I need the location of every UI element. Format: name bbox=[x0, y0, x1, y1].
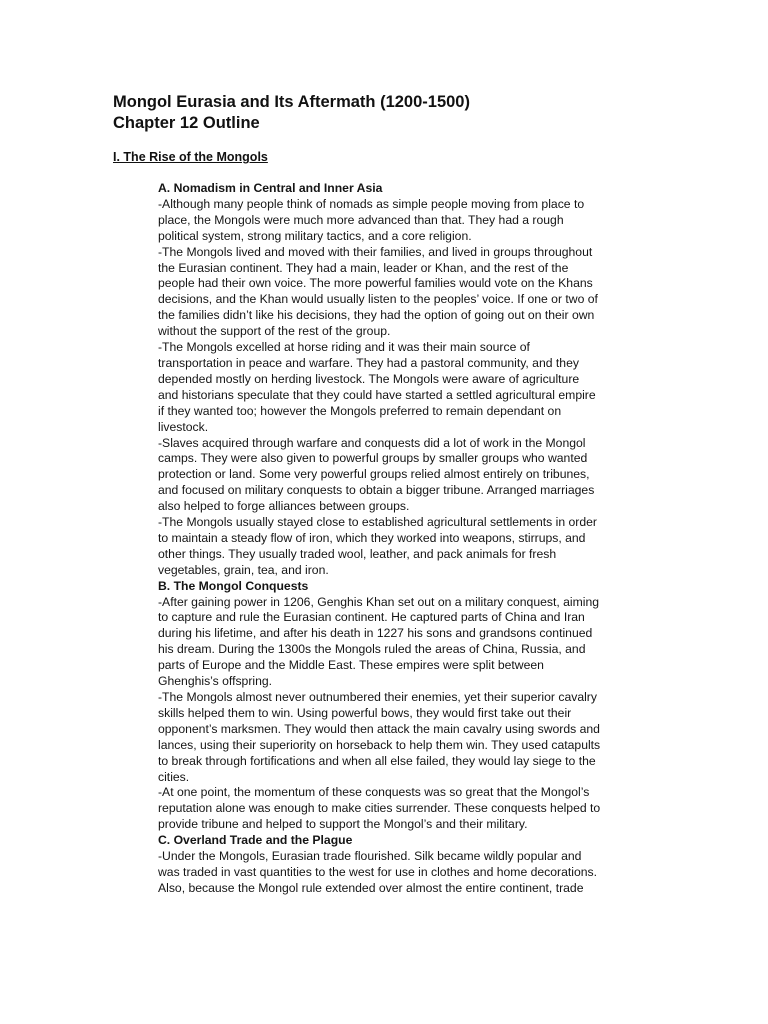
body-text-line: -The Mongols almost never outnumbered their enemies, yet their superior cavalry bbox=[158, 690, 597, 704]
body-text-line: -The Mongols usually stayed close to established agricultural settlements in order bbox=[158, 515, 597, 530]
body-text-line: -After gaining power in 1206, Genghis Khan set out on a military conquest, aiming bbox=[158, 594, 600, 609]
body-text-line: vegetables, grain, tea, and iron. bbox=[158, 562, 329, 577]
body-text-line: if they wanted too; however the Mongols preferred to remain dependant on bbox=[158, 403, 562, 418]
body-text-line: other things. They usually traded wool, leather, and pack animals for fresh bbox=[158, 546, 557, 561]
section-heading: I. The Rise of the Mongols bbox=[113, 150, 268, 164]
body-text-line: and historians speculate that they could have started a settled agricultural empire bbox=[158, 387, 596, 402]
subsection-heading: A. Nomadism in Central and Inner Asia bbox=[158, 181, 383, 195]
subsection-heading: C. Overland Trade and the Plague bbox=[158, 833, 353, 848]
body-text-line: political system, strong military tactics, and a core religion. bbox=[158, 228, 472, 243]
body-text-line: his dream. During the 1300s the Mongols ruled the areas of China, Russia, and bbox=[158, 642, 586, 657]
body-text-line: during his lifetime, and after his death in 1227 his sons and grandsons continued bbox=[158, 626, 593, 641]
document-title-line-1: Mongol Eurasia and Its Aftermath (1200-1500) bbox=[113, 93, 470, 111]
body-text-line: livestock. bbox=[158, 419, 209, 434]
body-text-line: without the support of the rest of the group. bbox=[158, 324, 391, 339]
body-text-line: to break through fortifications and when all else failed, they would lay siege to the bbox=[158, 753, 596, 768]
body-text-line: and focused on military conquests to obtain a bigger tribune. Arranged marriages bbox=[158, 483, 595, 498]
body-text-line: was traded in vast quantities to the west for use in clothes and home decorations. bbox=[158, 864, 597, 879]
outline-body bbox=[158, 181, 648, 897]
subsection-heading: B. The Mongol Conquests bbox=[158, 578, 309, 593]
body-text-line: decisions, and the Khan would usually listen to the peoples’ voice. If one or two of bbox=[158, 292, 598, 307]
body-text-line: -Slaves acquired through warfare and conquests did a lot of work in the Mongol bbox=[158, 435, 586, 450]
body-text-line: -At one point, the momentum of these conquests was so great that the Mongol’s bbox=[158, 785, 590, 800]
body-text-line: reputation alone was enough to make cities surrender. These conquests helped to bbox=[158, 801, 601, 816]
body-text-line: -The Mongols lived and moved with their families, and lived in groups throughout bbox=[158, 244, 593, 259]
body-text-line: -Under the Mongols, Eurasian trade flourished. Silk became wildly popular and bbox=[158, 849, 582, 864]
body-text-line: to capture and rule the Eurasian continent. He captured parts of China and Iran bbox=[158, 610, 585, 625]
subsection bbox=[158, 579, 648, 834]
body-text-line: -The Mongols excelled at horse riding and it was their main source of bbox=[158, 340, 530, 355]
body-text-line: protection or land. Some very powerful groups relied almost entirely on tribunes, bbox=[158, 467, 590, 482]
body-text-line: provide tribune and helped to support the Mongol’s and their military. bbox=[158, 817, 528, 832]
subsection bbox=[158, 181, 648, 579]
subsection bbox=[158, 833, 648, 897]
body-text-line: people had their own voice. The more powerful families would vote on the Khans bbox=[158, 276, 593, 291]
body-text-line: skills helped them to win. Using powerful bows, they would first take out their bbox=[158, 705, 572, 720]
body-text-line: camps. They were also given to powerful groups by smaller groups who wanted bbox=[158, 451, 588, 466]
body-text-line: also helped to forge alliances between groups. bbox=[158, 499, 410, 514]
body-text-line: cities. bbox=[158, 769, 190, 784]
body-text-line: lances, using their superiority on horseback to help them win. They used catapults bbox=[158, 737, 601, 752]
body-text-line: to maintain a steady flow of iron, which they worked into weapons, stirrups, and bbox=[158, 530, 586, 545]
document-title bbox=[113, 92, 470, 134]
body-text-line: place, the Mongols were much more advanced than that. They had a rough bbox=[158, 212, 564, 227]
body-text-line: the Eurasian continent. They had a main, leader or Khan, and the rest of the bbox=[158, 260, 569, 275]
document-title-line-2: Chapter 12 Outline bbox=[113, 114, 260, 132]
body-text-line: Ghenghis’s offspring. bbox=[158, 674, 273, 689]
body-text-line: -Although many people think of nomads as simple people moving from place to bbox=[158, 196, 585, 211]
body-text-line: opponent’s marksmen. They would then attack the main cavalry using swords and bbox=[158, 721, 600, 736]
body-text-line: Also, because the Mongol rule extended over almost the entire continent, trade bbox=[158, 880, 584, 895]
body-text-line: parts of Europe and the Middle East. These empires were split between bbox=[158, 658, 544, 673]
body-text-line: transportation in peace and warfare. They had a pastoral community, and they bbox=[158, 355, 579, 370]
body-text-line: depended mostly on herding livestock. The Mongols were aware of agriculture bbox=[158, 371, 580, 386]
body-text-line: the families didn’t like his decisions, they had the option of going out on their own bbox=[158, 308, 595, 323]
